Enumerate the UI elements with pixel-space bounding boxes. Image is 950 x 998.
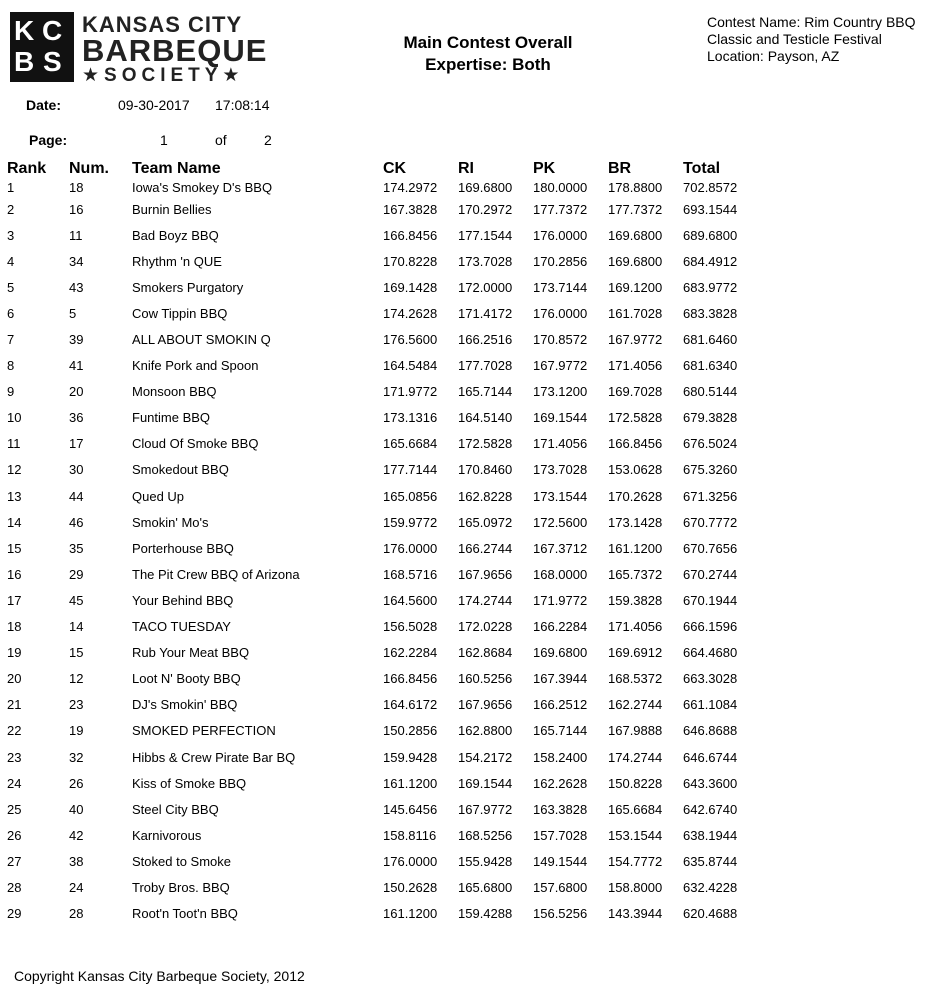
cell-pk: 170.8572 bbox=[533, 332, 588, 348]
cell-pk: 166.2284 bbox=[533, 619, 588, 635]
cell-ck: 176.5600 bbox=[383, 332, 438, 348]
cell-rank: 25 bbox=[7, 801, 22, 817]
cell-num: 46 bbox=[69, 514, 84, 530]
cell-ck: 161.1200 bbox=[383, 906, 438, 922]
cell-num: 45 bbox=[69, 592, 84, 608]
cell-team-name: Qued Up bbox=[132, 488, 185, 504]
cell-ck: 174.2972 bbox=[383, 179, 438, 195]
cell-pk: 169.6800 bbox=[533, 645, 588, 661]
table-row bbox=[7, 300, 763, 326]
results-table bbox=[7, 156, 763, 927]
cell-total: 683.3828 bbox=[683, 305, 738, 321]
cell-team-name: Monsoon BBQ bbox=[132, 384, 217, 400]
col-header-total: Total bbox=[683, 160, 721, 177]
table-row bbox=[7, 535, 763, 561]
cell-pk: 162.2628 bbox=[533, 775, 588, 791]
report-title bbox=[378, 32, 598, 76]
cell-ri: 167.9772 bbox=[458, 801, 513, 817]
cell-rank: 8 bbox=[7, 358, 15, 374]
cell-total: 684.4912 bbox=[683, 253, 738, 269]
cell-br: 161.7028 bbox=[608, 305, 663, 321]
cell-team-name: Smokin' Mo's bbox=[132, 514, 209, 530]
cell-ck: 168.5716 bbox=[383, 566, 438, 582]
logo-line-society: ★SOCIETY★ bbox=[82, 65, 245, 86]
cell-total: 635.8744 bbox=[683, 853, 738, 869]
cell-ck: 158.8116 bbox=[383, 827, 437, 843]
page-of-label: of bbox=[215, 132, 227, 148]
cell-total: 666.1596 bbox=[683, 619, 738, 635]
cell-ck: 159.9772 bbox=[383, 514, 438, 530]
cell-ri: 165.6800 bbox=[458, 879, 513, 895]
cell-ri: 177.1544 bbox=[458, 227, 513, 243]
cell-num: 11 bbox=[69, 227, 83, 243]
cell-team-name: Porterhouse BBQ bbox=[132, 540, 234, 556]
table-row bbox=[7, 901, 763, 927]
results-header-row bbox=[7, 156, 763, 178]
cell-ck: 167.3828 bbox=[383, 201, 438, 217]
cell-total: 642.6740 bbox=[683, 801, 738, 817]
cell-rank: 26 bbox=[7, 827, 22, 843]
cell-ck: 166.8456 bbox=[383, 227, 438, 243]
table-row bbox=[7, 431, 763, 457]
cell-team-name: Kiss of Smoke BBQ bbox=[132, 775, 247, 791]
table-row bbox=[7, 561, 763, 587]
cell-pk: 173.1200 bbox=[533, 384, 588, 400]
cell-total: 670.2744 bbox=[683, 566, 738, 582]
cell-ri: 169.6800 bbox=[458, 179, 513, 195]
cell-rank: 27 bbox=[7, 853, 22, 869]
cell-pk: 163.3828 bbox=[533, 801, 588, 817]
cell-pk: 171.9772 bbox=[533, 592, 588, 608]
cell-total: 671.3256 bbox=[683, 488, 738, 504]
cell-total: 680.5144 bbox=[683, 384, 738, 400]
cell-total: 702.8572 bbox=[683, 179, 738, 195]
logo-letter-b: B bbox=[14, 46, 35, 77]
cell-pk: 176.0000 bbox=[533, 305, 588, 321]
cell-rank: 15 bbox=[7, 540, 22, 556]
cell-br: 161.1200 bbox=[608, 540, 663, 556]
cell-num: 20 bbox=[69, 384, 84, 400]
col-header-ck: CK bbox=[383, 160, 407, 177]
cell-ck: 170.8228 bbox=[383, 253, 438, 269]
cell-rank: 6 bbox=[7, 305, 15, 321]
cell-ri: 168.5256 bbox=[458, 827, 513, 843]
cell-ri: 162.8800 bbox=[458, 723, 513, 739]
cell-rank: 4 bbox=[7, 253, 15, 269]
cell-num: 18 bbox=[69, 179, 84, 195]
cell-br: 165.7372 bbox=[608, 566, 663, 582]
cell-pk: 168.0000 bbox=[533, 566, 588, 582]
logo-line-kansas-city: KANSAS CITY bbox=[82, 12, 243, 37]
cell-team-name: The Pit Crew BBQ of Arizona bbox=[132, 566, 300, 582]
cell-br: 154.7772 bbox=[608, 853, 663, 869]
cell-br: 172.5828 bbox=[608, 410, 663, 426]
cell-team-name: Steel City BBQ bbox=[132, 801, 219, 817]
col-header-pk: PK bbox=[533, 160, 556, 177]
col-header-br: BR bbox=[608, 160, 632, 177]
table-row bbox=[7, 483, 763, 509]
cell-ri: 170.8460 bbox=[458, 462, 513, 478]
cell-br: 169.6800 bbox=[608, 253, 663, 269]
cell-rank: 9 bbox=[7, 384, 15, 400]
cell-num: 39 bbox=[69, 332, 84, 348]
cell-ri: 167.9656 bbox=[458, 566, 513, 582]
cell-total: 670.7772 bbox=[683, 514, 738, 530]
cell-br: 171.4056 bbox=[608, 619, 663, 635]
cell-total: 664.4680 bbox=[683, 645, 738, 661]
cell-num: 34 bbox=[69, 253, 84, 269]
page-number: 1 bbox=[160, 132, 168, 148]
cell-num: 29 bbox=[69, 566, 84, 582]
cell-team-name: Smokers Purgatory bbox=[132, 279, 244, 295]
cell-total: 689.6800 bbox=[683, 227, 738, 243]
cell-br: 174.2744 bbox=[608, 749, 663, 765]
cell-num: 15 bbox=[69, 645, 84, 661]
cell-num: 42 bbox=[69, 827, 84, 843]
cell-team-name: Your Behind BBQ bbox=[132, 592, 234, 608]
cell-rank: 12 bbox=[7, 462, 22, 478]
cell-pk: 171.4056 bbox=[533, 436, 588, 452]
cell-team-name: Cloud Of Smoke BBQ bbox=[132, 436, 259, 452]
cell-total: 661.1084 bbox=[683, 697, 738, 713]
cell-pk: 158.2400 bbox=[533, 749, 588, 765]
cell-rank: 19 bbox=[7, 645, 22, 661]
cell-total: 643.3600 bbox=[683, 775, 738, 791]
cell-ck: 150.2856 bbox=[383, 723, 438, 739]
cell-num: 28 bbox=[69, 906, 84, 922]
cell-total: 646.6744 bbox=[683, 749, 738, 765]
kcbs-logo bbox=[10, 12, 278, 84]
cell-ri: 167.9656 bbox=[458, 697, 513, 713]
cell-ck: 166.8456 bbox=[383, 671, 438, 687]
cell-num: 35 bbox=[69, 540, 84, 556]
cell-num: 38 bbox=[69, 853, 84, 869]
cell-pk: 167.3712 bbox=[533, 540, 588, 556]
cell-pk: 149.1544 bbox=[533, 853, 588, 869]
col-header-team-name: Team Name bbox=[132, 160, 221, 177]
contest-name-line2: Classic and Testicle Festival bbox=[707, 31, 882, 47]
cell-total: 646.8688 bbox=[683, 723, 738, 739]
table-row bbox=[7, 353, 763, 379]
cell-rank: 29 bbox=[7, 906, 22, 922]
cell-ri: 177.7028 bbox=[458, 358, 513, 374]
cell-br: 153.0628 bbox=[608, 462, 663, 478]
cell-ri: 164.5140 bbox=[458, 410, 513, 426]
cell-pk: 157.7028 bbox=[533, 827, 588, 843]
cell-br: 143.3944 bbox=[608, 906, 663, 922]
cell-team-name: Troby Bros. BBQ bbox=[132, 879, 230, 895]
cell-num: 40 bbox=[69, 801, 84, 817]
cell-ri: 155.9428 bbox=[458, 853, 513, 869]
table-row bbox=[7, 692, 763, 718]
cell-team-name: Root'n Toot'n BBQ bbox=[132, 906, 238, 922]
col-header-ri: RI bbox=[458, 160, 474, 177]
cell-total: 632.4228 bbox=[683, 879, 738, 895]
cell-br: 169.6800 bbox=[608, 227, 663, 243]
cell-pk: 177.7372 bbox=[533, 201, 588, 217]
cell-br: 178.8800 bbox=[608, 179, 663, 195]
cell-num: 43 bbox=[69, 279, 84, 295]
table-row bbox=[7, 848, 763, 874]
kcbs-logo-wordmark bbox=[82, 14, 267, 86]
cell-pk: 165.7144 bbox=[533, 723, 588, 739]
cell-total: 681.6340 bbox=[683, 358, 738, 374]
cell-rank: 1 bbox=[7, 179, 15, 195]
contest-name-line1: Contest Name: Rim Country BBQ bbox=[707, 14, 916, 30]
cell-total: 663.3028 bbox=[683, 671, 738, 687]
table-row bbox=[7, 874, 763, 900]
table-row bbox=[7, 178, 763, 196]
cell-pk: 172.5600 bbox=[533, 514, 588, 530]
page-label: Page: bbox=[29, 132, 68, 148]
cell-br: 169.7028 bbox=[608, 384, 663, 400]
cell-rank: 2 bbox=[7, 201, 15, 217]
cell-ri: 173.7028 bbox=[458, 253, 513, 269]
cell-br: 170.2628 bbox=[608, 488, 663, 504]
cell-rank: 18 bbox=[7, 619, 22, 635]
cell-team-name: Rhythm 'n QUE bbox=[132, 253, 222, 269]
page-total: 2 bbox=[264, 132, 272, 148]
cell-total: 676.5024 bbox=[683, 436, 738, 452]
cell-rank: 17 bbox=[7, 592, 22, 608]
cell-br: 153.1544 bbox=[608, 827, 663, 843]
cell-ri: 170.2972 bbox=[458, 201, 513, 217]
cell-num: 5 bbox=[69, 305, 77, 321]
table-row bbox=[7, 587, 763, 613]
table-row bbox=[7, 614, 763, 640]
logo-letter-c: C bbox=[42, 15, 63, 46]
cell-rank: 28 bbox=[7, 879, 22, 895]
cell-pk: 156.5256 bbox=[533, 906, 588, 922]
cell-team-name: Knife Pork and Spoon bbox=[132, 358, 259, 374]
date-label: Date: bbox=[26, 97, 62, 113]
cell-ri: 172.5828 bbox=[458, 436, 513, 452]
cell-team-name: Loot N' Booty BBQ bbox=[132, 671, 241, 687]
cell-pk: 173.1544 bbox=[533, 488, 588, 504]
cell-ck: 174.2628 bbox=[383, 305, 438, 321]
cell-ri: 165.7144 bbox=[458, 384, 513, 400]
cell-team-name: Funtime BBQ bbox=[132, 410, 211, 426]
logo-letter-k: K bbox=[14, 15, 35, 46]
cell-num: 16 bbox=[69, 201, 84, 217]
date-value: 09-30-2017 bbox=[118, 97, 190, 113]
table-row bbox=[7, 770, 763, 796]
cell-num: 14 bbox=[69, 619, 84, 635]
cell-br: 171.4056 bbox=[608, 358, 663, 374]
cell-total: 681.6460 bbox=[683, 332, 738, 348]
cell-rank: 14 bbox=[7, 514, 22, 530]
cell-pk: 169.1544 bbox=[533, 410, 588, 426]
cell-total: 693.1544 bbox=[683, 201, 738, 217]
cell-num: 36 bbox=[69, 410, 84, 426]
cell-rank: 13 bbox=[7, 488, 22, 504]
cell-num: 17 bbox=[69, 436, 84, 452]
time-value: 17:08:14 bbox=[215, 97, 270, 113]
cell-team-name: Cow Tippin BBQ bbox=[132, 305, 228, 321]
cell-pk: 167.3944 bbox=[533, 671, 588, 687]
table-row bbox=[7, 405, 763, 431]
table-row bbox=[7, 666, 763, 692]
cell-pk: 166.2512 bbox=[533, 697, 588, 713]
cell-br: 167.9772 bbox=[608, 332, 663, 348]
cell-rank: 5 bbox=[7, 279, 15, 295]
cell-rank: 20 bbox=[7, 671, 22, 687]
cell-ri: 174.2744 bbox=[458, 592, 513, 608]
cell-rank: 3 bbox=[7, 227, 15, 243]
cell-br: 159.3828 bbox=[608, 592, 663, 608]
cell-total: 679.3828 bbox=[683, 410, 738, 426]
cell-team-name: Stoked to Smoke bbox=[132, 853, 231, 869]
table-row bbox=[7, 509, 763, 535]
cell-ck: 171.9772 bbox=[383, 384, 438, 400]
cell-rank: 11 bbox=[7, 436, 21, 452]
cell-pk: 173.7144 bbox=[533, 279, 588, 295]
cell-ck: 169.1428 bbox=[383, 279, 438, 295]
logo-letter-s: S bbox=[43, 46, 62, 77]
cell-num: 19 bbox=[69, 723, 84, 739]
cell-ri: 172.0228 bbox=[458, 619, 513, 635]
table-row bbox=[7, 274, 763, 300]
cell-ck: 165.6684 bbox=[383, 436, 438, 452]
cell-team-name: TACO TUESDAY bbox=[132, 619, 231, 635]
cell-num: 26 bbox=[69, 775, 84, 791]
cell-ri: 160.5256 bbox=[458, 671, 513, 687]
cell-br: 162.2744 bbox=[608, 697, 663, 713]
table-row bbox=[7, 379, 763, 405]
cell-ck: 161.1200 bbox=[383, 775, 438, 791]
cell-ri: 162.8684 bbox=[458, 645, 513, 661]
cell-ck: 156.5028 bbox=[383, 619, 438, 635]
cell-total: 675.3260 bbox=[683, 462, 738, 478]
cell-ck: 173.1316 bbox=[383, 410, 438, 426]
report-title-line2: Expertise: Both bbox=[425, 55, 551, 74]
cell-br: 166.8456 bbox=[608, 436, 663, 452]
cell-ck: 165.0856 bbox=[383, 488, 438, 504]
cell-rank: 10 bbox=[7, 410, 22, 426]
cell-ck: 150.2628 bbox=[383, 879, 438, 895]
cell-num: 41 bbox=[69, 358, 84, 374]
cell-team-name: Karnivorous bbox=[132, 827, 202, 843]
cell-ri: 165.0972 bbox=[458, 514, 513, 530]
report-title-line1: Main Contest Overall bbox=[403, 33, 573, 52]
cell-ri: 159.4288 bbox=[458, 906, 513, 922]
cell-num: 12 bbox=[69, 671, 84, 687]
cell-pk: 170.2856 bbox=[533, 253, 588, 269]
col-header-rank: Rank bbox=[7, 160, 47, 177]
cell-ck: 177.7144 bbox=[383, 462, 438, 478]
cell-ri: 162.8228 bbox=[458, 488, 513, 504]
table-row bbox=[7, 222, 763, 248]
table-row bbox=[7, 796, 763, 822]
cell-rank: 7 bbox=[7, 332, 15, 348]
cell-ri: 169.1544 bbox=[458, 775, 513, 791]
cell-ri: 172.0000 bbox=[458, 279, 513, 295]
cell-ck: 164.5600 bbox=[383, 592, 438, 608]
cell-ck: 176.0000 bbox=[383, 853, 438, 869]
cell-br: 165.6684 bbox=[608, 801, 663, 817]
cell-total: 638.1944 bbox=[683, 827, 738, 843]
cell-br: 169.1200 bbox=[608, 279, 663, 295]
cell-pk: 173.7028 bbox=[533, 462, 588, 478]
logo-line-barbeque: BARBEQUE bbox=[82, 33, 268, 68]
cell-team-name: DJ's Smokin' BBQ bbox=[132, 697, 238, 713]
table-row bbox=[7, 640, 763, 666]
col-header-num: Num. bbox=[69, 160, 109, 177]
cell-team-name: Iowa's Smokey D's BBQ bbox=[132, 179, 273, 195]
cell-team-name: SMOKED PERFECTION bbox=[132, 723, 276, 739]
cell-pk: 180.0000 bbox=[533, 179, 588, 195]
contest-location: Location: Payson, AZ bbox=[707, 48, 840, 64]
cell-rank: 24 bbox=[7, 775, 22, 791]
table-row bbox=[7, 744, 763, 770]
cell-ri: 166.2744 bbox=[458, 540, 513, 556]
cell-rank: 23 bbox=[7, 749, 22, 765]
cell-ck: 176.0000 bbox=[383, 540, 438, 556]
cell-team-name: Bad Boyz BBQ bbox=[132, 227, 219, 243]
cell-pk: 167.9772 bbox=[533, 358, 588, 374]
cell-team-name: Hibbs & Crew Pirate Bar BQ bbox=[132, 749, 296, 765]
cell-ri: 166.2516 bbox=[458, 332, 513, 348]
cell-pk: 176.0000 bbox=[533, 227, 588, 243]
cell-rank: 22 bbox=[7, 723, 22, 739]
copyright-notice: Copyright Kansas City Barbeque Society, 2012 bbox=[14, 968, 305, 984]
cell-num: 24 bbox=[69, 879, 84, 895]
cell-total: 670.7656 bbox=[683, 540, 738, 556]
kcbs-logo-mark bbox=[10, 12, 74, 82]
table-row bbox=[7, 718, 763, 744]
cell-total: 620.4688 bbox=[683, 906, 738, 922]
cell-br: 150.8228 bbox=[608, 775, 663, 791]
cell-br: 173.1428 bbox=[608, 514, 663, 530]
cell-num: 44 bbox=[69, 488, 84, 504]
cell-pk: 157.6800 bbox=[533, 879, 588, 895]
cell-total: 683.9772 bbox=[683, 279, 738, 295]
table-row bbox=[7, 196, 763, 222]
cell-ck: 145.6456 bbox=[383, 801, 438, 817]
cell-num: 30 bbox=[69, 462, 84, 478]
cell-ri: 171.4172 bbox=[458, 305, 513, 321]
cell-ck: 159.9428 bbox=[383, 749, 438, 765]
cell-br: 169.6912 bbox=[608, 645, 663, 661]
cell-team-name: ALL ABOUT SMOKIN Q bbox=[132, 332, 271, 348]
cell-team-name: Smokedout BBQ bbox=[132, 462, 229, 478]
cell-br: 167.9888 bbox=[608, 723, 663, 739]
cell-rank: 16 bbox=[7, 566, 22, 582]
table-row bbox=[7, 326, 763, 352]
table-row bbox=[7, 822, 763, 848]
cell-br: 168.5372 bbox=[608, 671, 663, 687]
results-body bbox=[7, 178, 763, 927]
cell-ck: 164.5484 bbox=[383, 358, 438, 374]
cell-rank: 21 bbox=[7, 697, 22, 713]
cell-num: 23 bbox=[69, 697, 84, 713]
cell-br: 158.8000 bbox=[608, 879, 663, 895]
cell-total: 670.1944 bbox=[683, 592, 738, 608]
table-row bbox=[7, 457, 763, 483]
cell-ck: 162.2284 bbox=[383, 645, 438, 661]
cell-ri: 154.2172 bbox=[458, 749, 513, 765]
cell-br: 177.7372 bbox=[608, 201, 663, 217]
cell-team-name: Rub Your Meat BBQ bbox=[132, 645, 250, 661]
table-row bbox=[7, 248, 763, 274]
cell-num: 32 bbox=[69, 749, 84, 765]
cell-team-name: Burnin Bellies bbox=[132, 201, 212, 217]
contest-info bbox=[707, 14, 916, 65]
cell-ck: 164.6172 bbox=[383, 697, 438, 713]
